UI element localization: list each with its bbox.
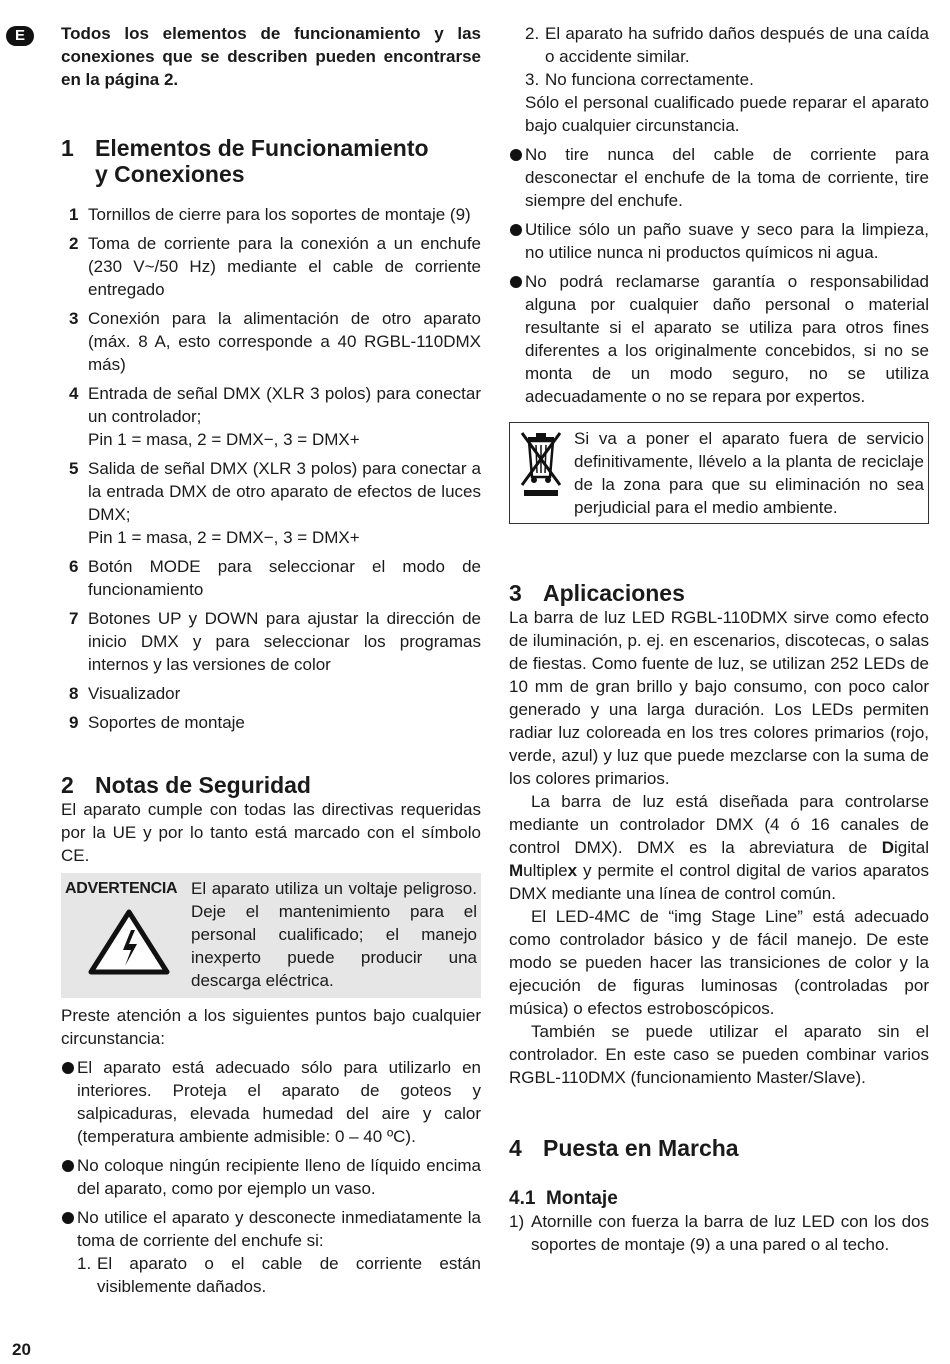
list-item: [509, 143, 929, 212]
ce-mark: CE.: [61, 846, 90, 865]
p2-text: La barra de luz está diseñada para controlarse mediante un controlador DMX (4 ó 16 canales de control DMX). DMX es la abreviatura de: [509, 792, 929, 857]
disposal-text: Si va a poner el aparato fuera de servicio definitivamente, llévelo a la planta de reciclaje de la zona para que su eliminación no sea perjudicial para el medio ambiente.: [574, 429, 924, 517]
condition-number: 1.: [77, 1254, 92, 1273]
step-text: Atornille con fuerza la barra de luz LED con los dos soportes de montaje (9) a una pared o al techo.: [531, 1212, 929, 1254]
conditions-continued: [509, 22, 929, 137]
section1-number: 1: [61, 135, 74, 161]
list-item: [61, 1056, 481, 1148]
item-text: Visualizador: [88, 684, 181, 703]
bullet-icon: [61, 1056, 77, 1148]
bullet-text: El aparato está adecuado sólo para utilizarlo en interiores. Proteja el aparato de goteos y salpicaduras, elevada humedad del aire y calor (temperatura ambiente admisible: 0 – 40 ºC).: [77, 1058, 481, 1146]
item-text: Entrada de señal DMX (XLR 3 polos) para conectar un controlador;: [88, 384, 481, 426]
p2-bold-m: M: [509, 861, 524, 880]
section4-heading: [509, 1135, 929, 1161]
item-number: 5: [69, 459, 79, 478]
list-item: [509, 270, 929, 408]
page-number: 20: [12, 1340, 31, 1359]
item-number: 8: [69, 684, 79, 703]
p2-text: igital: [894, 838, 929, 857]
item-number: 1: [69, 205, 79, 224]
subsection-title: Montaje: [545, 1188, 618, 1209]
condition-item: [525, 22, 929, 68]
item-text: Botones UP y DOWN para ajustar la dirección de inicio DMX y para seleccionar los programas internos y las versiones de color: [88, 609, 481, 674]
item-text: Toma de corriente para la conexión a un enchufe (230 V~/50 Hz) mediante el cable de corriente entregado: [88, 234, 481, 299]
bullet-text: No podrá reclamarse garantía o responsabilidad alguna por cualquier daño personal o material resultante si el aparato se utiliza para otros fines diferentes a los originalmente concebidos, si no se monta de un modo seguro, no se utiliza adecuadamente o no se repara por expertos.: [525, 272, 929, 406]
pin-assignment: Pin 1 = masa, 2 = DMX−, 3 = DMX+: [88, 528, 360, 547]
item-body: [88, 457, 481, 549]
controls-list: [61, 203, 481, 734]
list-item: [61, 232, 481, 301]
list-item: [61, 203, 481, 226]
section2-title: Notas de Seguridad: [95, 772, 311, 798]
condition-text: No funciona correctamente.: [545, 70, 754, 89]
disposal-box: [509, 422, 929, 524]
bullet-icon: [61, 1154, 77, 1200]
warning-text: El aparato utiliza un voltaje peligroso. Deje el mantenimiento para el personal cualificado; el manejo inexperto puede producir una descarga eléctrica.: [191, 879, 477, 990]
bullet-icon: [509, 218, 525, 264]
item-text: Tornillos de cierre para los soportes de montaje (9): [88, 205, 471, 224]
item-body: [88, 382, 481, 451]
attention-text: Preste atención a los siguientes puntos bajo cualquier circunstancia:: [61, 1006, 481, 1048]
applications-paragraph-4: También se puede utilizar el aparato sin el controlador. En este caso se pueden combinar varios RGBL-110DMX (funcionamiento Master/Slave).: [509, 1022, 929, 1087]
list-item: [61, 607, 481, 676]
section4-number: 4: [509, 1135, 522, 1161]
warning-label: ADVERTENCIA: [65, 880, 178, 897]
p2-bold-d: D: [881, 838, 895, 857]
condition-number: 3.: [525, 70, 540, 89]
bullet-text: No tire nunca del cable de corriente para desconectar el enchufe de la toma de corriente, tire siempre del enchufe.: [525, 145, 929, 210]
conformity-text: El aparato cumple con todas las directivas requeridas por la UE y por lo tanto está marcado con el símbolo: [61, 800, 481, 842]
crossed-out-bin-icon: [514, 427, 568, 499]
item-number: 6: [69, 557, 79, 576]
subsection-4-1-heading: [509, 1187, 929, 1210]
item-text: Soportes de montaje: [88, 713, 245, 732]
item-number: 9: [69, 713, 79, 732]
list-item: [61, 711, 481, 734]
list-item: [61, 1206, 481, 1298]
warning-box: [61, 873, 481, 998]
item-text: Botón MODE para seleccionar el modo de funcionamiento: [88, 557, 481, 599]
p2-text: y permite el control digital de varios aparatos DMX mediante una línea de control común.: [509, 861, 929, 903]
list-item: [61, 1154, 481, 1200]
language-badge: E: [6, 26, 34, 46]
condition-text: El aparato ha sufrido daños después de una caída o accidente similar.: [545, 24, 929, 66]
list-item: [61, 382, 481, 451]
disposal-icon-area: [514, 427, 574, 519]
p2-bold-x: x: [567, 861, 578, 880]
item-text: Conexión para la alimentación de otro aparato (máx. 8 A, esto corresponde a 40 RGBL-110DMX más): [88, 309, 481, 374]
condition-text: El aparato o el cable de corriente están visiblemente dañados.: [97, 1254, 481, 1296]
bullet-text: No coloque ningún recipiente lleno de líquido encima del aparato, como por ejemplo un vaso.: [77, 1156, 481, 1198]
condition-item: [525, 68, 929, 91]
item-number: 4: [69, 384, 79, 403]
bullet-text: No utilice el aparato y desconecte inmediatamente la toma de corriente del enchufe si:: [77, 1208, 481, 1250]
section2-heading: [61, 772, 481, 798]
section3-number: 3: [509, 580, 522, 606]
applications-paragraph-3: El LED-4MC de “img Stage Line” está adecuado como controlador básico y de fácil manejo. De este modo se pueden hacer las transiciones de color y la ejecución de figuras luminosas (controladas por música) o efectos estroboscópicos.: [509, 907, 929, 1018]
conformity-paragraph: [61, 798, 481, 867]
high-voltage-icon: [87, 908, 171, 976]
applications-paragraph-2: [509, 790, 929, 905]
section1-heading: [61, 135, 481, 187]
item-text: Salida de señal DMX (XLR 3 polos) para conectar a la entrada DMX de otro aparato de efectos de luces DMX;: [88, 459, 481, 524]
list-item: [509, 218, 929, 264]
section2-number: 2: [61, 772, 74, 798]
qualified-note: Sólo el personal cualificado puede reparar el aparato bajo cualquier circunstancia.: [525, 93, 929, 135]
list-item: [61, 555, 481, 601]
bullet-icon: [509, 143, 525, 212]
condition-number: 2.: [525, 24, 540, 43]
section1-title-line2: y Conexiones: [95, 161, 245, 187]
right-column: [509, 22, 929, 1256]
step-item: [509, 1210, 929, 1256]
warning-label-area: [65, 877, 191, 992]
list-item: [61, 457, 481, 549]
left-column: [61, 22, 481, 1298]
condition-item: [77, 1252, 481, 1298]
subsection-number: 4.1: [509, 1188, 536, 1209]
section1-title-line1: Elementos de Funcionamiento: [95, 135, 429, 161]
section3-heading: [509, 580, 929, 606]
section3-title: Aplicaciones: [543, 580, 685, 606]
bullet-text: Utilice sólo un paño suave y seco para la limpieza, no utilice nunca ni productos químicos ni agua.: [525, 220, 929, 262]
item-number: 7: [69, 609, 79, 628]
bullet-body: [77, 1206, 481, 1298]
pin-assignment: Pin 1 = masa, 2 = DMX−, 3 = DMX+: [88, 430, 360, 449]
list-item: [61, 682, 481, 705]
bullet-icon: [61, 1206, 77, 1298]
item-number: 3: [69, 309, 79, 328]
applications-paragraph-1: La barra de luz LED RGBL-110DMX sirve como efecto de iluminación, p. ej. en escenarios, discotecas, o salas de fiestas. Como fuente de luz, se utilizan 252 LEDs de 10 mm de gran brillo y bajo consumo, con poco calor generado y una larga duración. Los LEDs permiten radiar luz coloreada en los tres colores primarios (rojo, verde, azul) y luz que puede mezclarse con la suma de los colores primarios.: [509, 608, 929, 788]
section1-title-wrap: [95, 135, 429, 187]
bullet-icon: [509, 270, 525, 408]
intro-text: Todos los elementos de funcionamiento y las conexiones que se describen pueden encontrarse en la página 2.: [61, 24, 481, 89]
section4-title: Puesta en Marcha: [543, 1135, 739, 1161]
item-number: 2: [69, 234, 79, 253]
step-number: 1): [509, 1212, 525, 1231]
list-item: [61, 307, 481, 376]
p2-text: ultiple: [523, 861, 568, 880]
